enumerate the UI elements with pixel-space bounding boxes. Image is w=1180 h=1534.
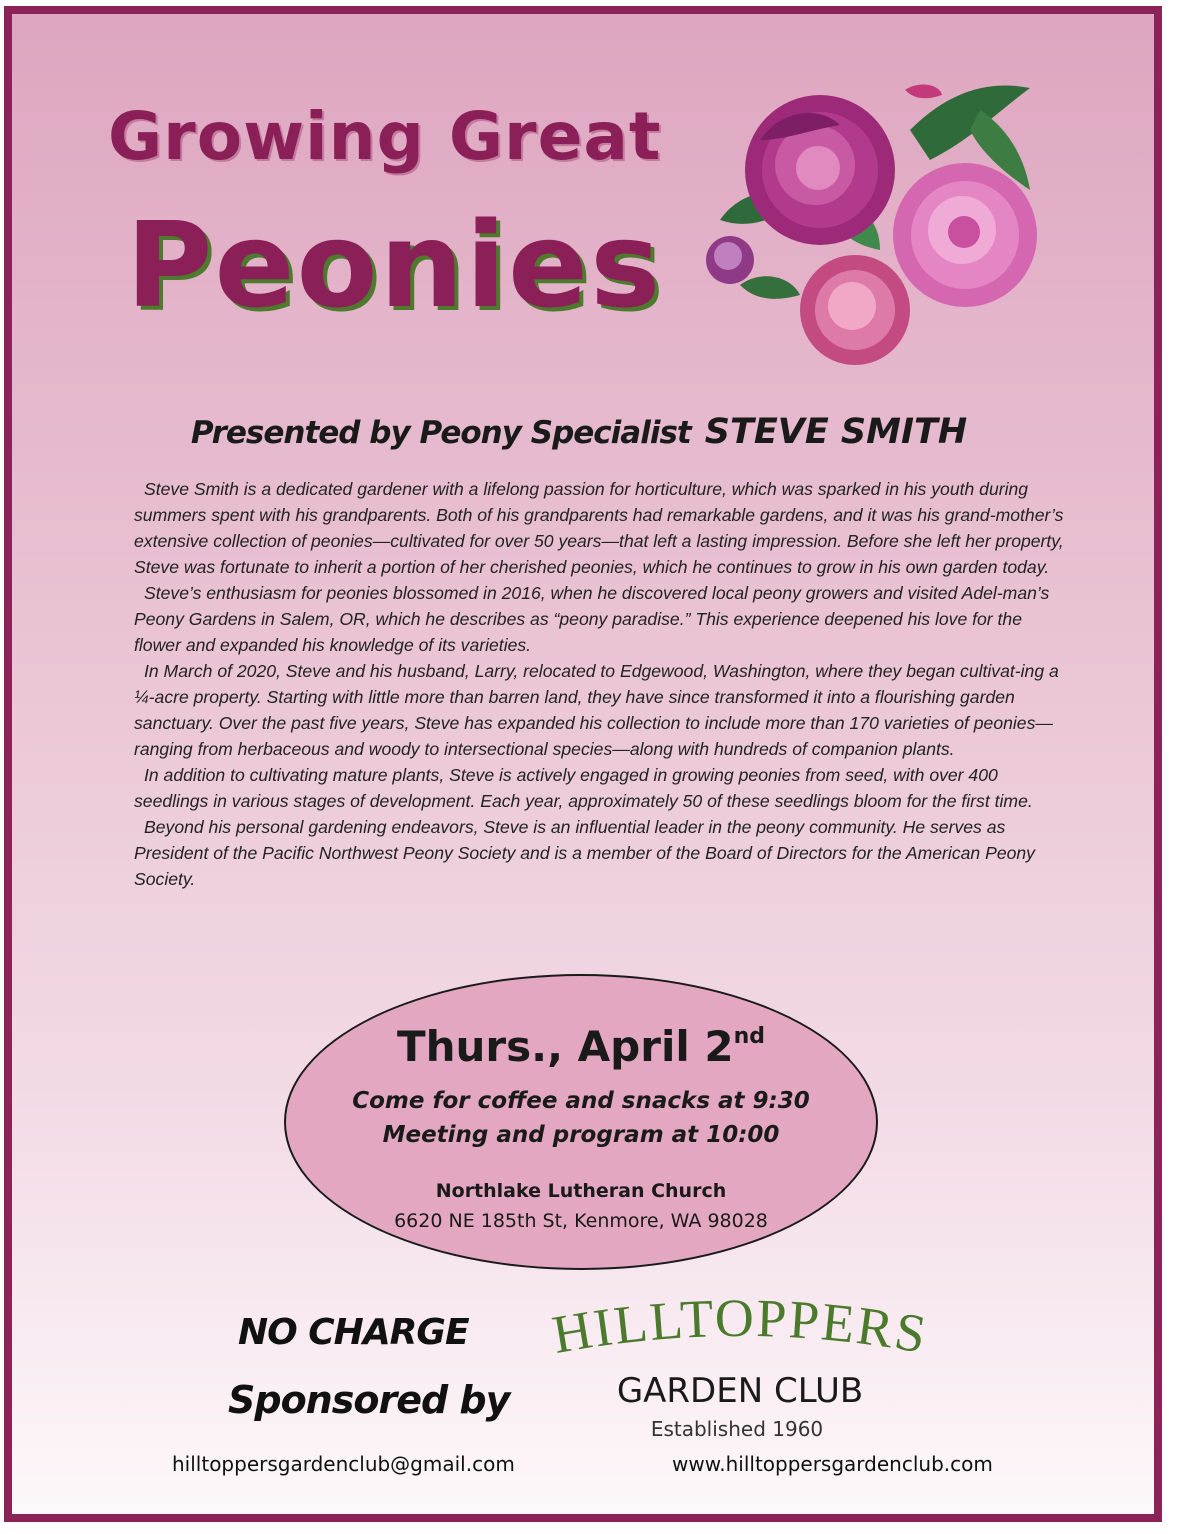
event-date-text: Thurs., April 2 — [396, 1022, 734, 1071]
hilltoppers-logo — [505, 1300, 975, 1450]
venue-name: Northlake Lutheran Church — [435, 1180, 727, 1202]
website-link[interactable]: www.hilltoppersgardenclub.com — [672, 1452, 993, 1476]
logo-line-3: Established 1960 — [650, 1417, 824, 1441]
logo-line-2: GARDEN CLUB — [616, 1371, 864, 1411]
title-line-1: Growing Great — [108, 98, 662, 175]
peony-bouquet-illustration — [680, 70, 1060, 370]
speaker-bio — [134, 476, 1064, 892]
no-charge-label: NO CHARGE — [238, 1312, 469, 1353]
presenter-heading — [0, 412, 1158, 452]
event-date-suffix: nd — [733, 1024, 766, 1049]
bio-paragraph: Steve Smith is a dedicated gardener with a lifelong passion for horticulture, which was sparked in his youth during summers spent with his grandparents. Both of his grandparents had remarkable gardens, and it was his grand-mother’s extensive collection of peonies—cultivated for over 50 years—that left a lasting impression. Before she left her property, Steve was fortunate to inherit a portion of her cherished peonies, which he continues to grow in his own garden today. — [134, 479, 1064, 577]
sponsored-by-label: Sponsored by — [228, 1378, 510, 1422]
bio-paragraph: In March of 2020, Steve and his husband, Larry, relocated to Edgewood, Washington, where they began cultivat-ing a ¼-acre property. Starting with little more than barren land, they have since transformed it into a flourishing garden sanctuary. Over the past five years, Steve has expanded his collection to include more than 170 varieties of peonies—ranging from herbaceous and woody to intersectional species—along with hundreds of companion plants. — [134, 661, 1059, 759]
bio-paragraph: Steve’s enthusiasm for peonies blossomed in 2016, when he discovered local peony growers and visited Adel-man’s Peony Gardens in Salem, OR, which he describes as “peony paradise.” This experience deepened his love for the flower and expanded his knowledge of its varieties. — [134, 583, 1050, 655]
bio-paragraph: Beyond his personal gardening endeavors, Steve is an influential leader in the peony community. He serves as President of the Pacific Northwest Peony Society and is a member of the Board of Directors for the American Peony Society. — [134, 817, 1035, 889]
coffee-time: Come for coffee and snacks at 9:30 — [352, 1088, 810, 1114]
event-details-oval — [284, 974, 878, 1270]
title-line-2: Peonies — [126, 196, 663, 334]
presenter-name: STEVE SMITH — [704, 412, 968, 452]
meeting-time: Meeting and program at 10:00 — [382, 1122, 780, 1148]
presenter-lead: Presented by Peony Specialist — [190, 415, 691, 451]
contact-email[interactable]: hilltoppersgardenclub@gmail.com — [172, 1452, 515, 1476]
bio-paragraph: In addition to cultivating mature plants, Steve is actively engaged in growing peonies from seed, with over 400 seedlings in various stages of development. Each year, approximately 50 of these seedlings bloom for the first time. — [134, 765, 1033, 811]
event-date — [286, 1022, 876, 1071]
logo-line-1: HILLTOPPERS — [547, 1300, 933, 1366]
venue-address: 6620 NE 185th St, Kenmore, WA 98028 — [394, 1210, 768, 1232]
